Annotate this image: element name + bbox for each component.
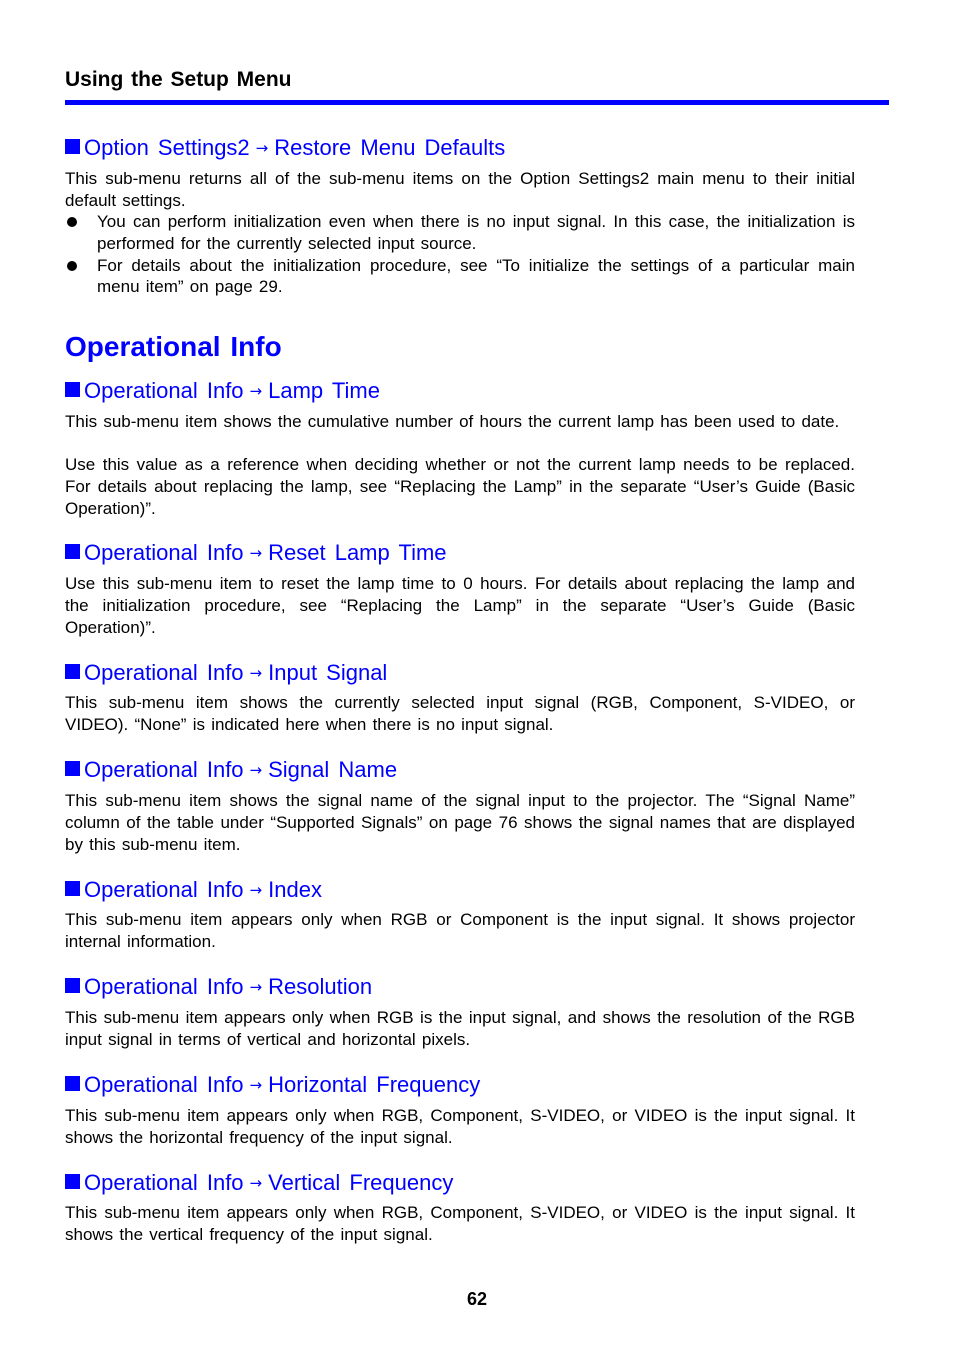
heading-menu: Operational Info <box>84 660 244 685</box>
heading-item: Vertical Frequency <box>268 1170 454 1195</box>
arrow-right-icon: → <box>249 382 263 400</box>
heading-item: Signal Name <box>268 757 398 782</box>
heading-signal-name <box>65 757 397 783</box>
arrow-right-icon: → <box>249 881 263 899</box>
heading-menu: Option Settings2 <box>84 135 250 160</box>
input-signal-paragraph: This sub-menu item shows the currently selected input signal (RGB, Component, S-VIDEO, or VIDEO). “None” is indicated here when there is no input signal. <box>65 693 855 734</box>
index-paragraph: This sub-menu item appears only when RGB or Component is the input signal. It shows projector internal information. <box>65 910 855 951</box>
arrow-right-icon: → <box>249 664 263 682</box>
heading-restore-menu-defaults <box>65 135 505 161</box>
restore-bullet-list <box>65 211 855 298</box>
heading-item: Lamp Time <box>268 378 380 403</box>
bullet-text: For details about the initialization procedure, see “To initialize the settings of a particular main menu item” on page 29. <box>97 255 855 297</box>
heading-vertical-frequency <box>65 1170 453 1196</box>
heading-lamp-time <box>65 378 380 404</box>
list-item <box>65 211 855 255</box>
heading-menu: Operational Info <box>84 378 244 403</box>
vertical-frequency-paragraph: This sub-menu item appears only when RGB, Component, S-VIDEO, or VIDEO is the input signal. It shows the vertical frequency of the input signal. <box>65 1203 855 1244</box>
square-icon <box>65 664 80 679</box>
arrow-right-icon: → <box>249 978 263 996</box>
heading-item: Index <box>268 877 322 902</box>
heading-item: Reset Lamp Time <box>268 540 447 565</box>
square-icon <box>65 382 80 397</box>
heading-menu: Operational Info <box>84 757 244 782</box>
heading-item: Restore Menu Defaults <box>274 135 506 160</box>
heading-resolution <box>65 974 372 1000</box>
square-icon <box>65 881 80 896</box>
bullet-dot-icon <box>67 217 77 227</box>
restore-description: This sub-menu returns all of the sub-menu items on the Option Settings2 main menu to their initial default settings. <box>65 169 855 210</box>
heading-menu: Operational Info <box>84 1072 244 1097</box>
square-icon <box>65 1174 80 1189</box>
signal-name-paragraph: This sub-menu item shows the signal name of the signal input to the projector. The “Signal Name” column of the table under “Supported Signals” on page 76 shows the signal names that are displayed by this sub-menu item. <box>65 791 855 854</box>
list-item <box>65 255 855 299</box>
header-rule <box>65 100 889 105</box>
heading-index <box>65 877 322 903</box>
square-icon <box>65 1076 80 1091</box>
page-number: 62 <box>466 1289 488 1309</box>
arrow-right-icon: → <box>249 544 263 562</box>
lamp-time-paragraph-1: This sub-menu item shows the cumulative number of hours the current lamp has been used to date. <box>65 412 840 431</box>
resolution-paragraph: This sub-menu item appears only when RGB is the input signal, and shows the resolution of the RGB input signal in terms of vertical and horizontal pixels. <box>65 1008 855 1049</box>
arrow-right-icon: → <box>249 1174 263 1192</box>
square-icon <box>65 978 80 993</box>
heading-menu: Operational Info <box>84 877 244 902</box>
heading-menu: Operational Info <box>84 540 244 565</box>
square-icon <box>65 139 80 154</box>
reset-lamp-time-paragraph: Use this sub-menu item to reset the lamp time to 0 hours. For details about replacing the lamp and the initialization procedure, see “Replacing the Lamp” in the separate “User’s Guide (Basic Operation)”. <box>65 574 855 637</box>
heading-horizontal-frequency <box>65 1072 480 1098</box>
heading-reset-lamp-time <box>65 540 447 566</box>
bullet-text: You can perform initialization even when there is no input signal. In this case, the initialization is performed for the currently selected input source. <box>97 212 855 253</box>
arrow-right-icon: → <box>255 139 269 157</box>
heading-menu: Operational Info <box>84 1170 244 1195</box>
arrow-right-icon: → <box>249 1076 263 1094</box>
section-title: Operational Info <box>65 331 282 362</box>
lamp-time-paragraph-2: Use this value as a reference when deciding whether or not the current lamp needs to be replaced. For details about replacing the lamp, see “Replacing the Lamp” in the separate “User’s Guide (Basic Operation)”. <box>65 455 855 518</box>
heading-input-signal <box>65 660 387 686</box>
heading-item: Horizontal Frequency <box>268 1072 481 1097</box>
bullet-dot-icon <box>67 261 77 271</box>
arrow-right-icon: → <box>249 761 263 779</box>
heading-item: Input Signal <box>268 660 388 685</box>
square-icon <box>65 761 80 776</box>
heading-item: Resolution <box>268 974 373 999</box>
page-header: Using the Setup Menu <box>65 68 292 91</box>
heading-menu: Operational Info <box>84 974 244 999</box>
horizontal-frequency-paragraph: This sub-menu item appears only when RGB, Component, S-VIDEO, or VIDEO is the input signal. It shows the horizontal frequency of the input signal. <box>65 1106 855 1147</box>
square-icon <box>65 544 80 559</box>
